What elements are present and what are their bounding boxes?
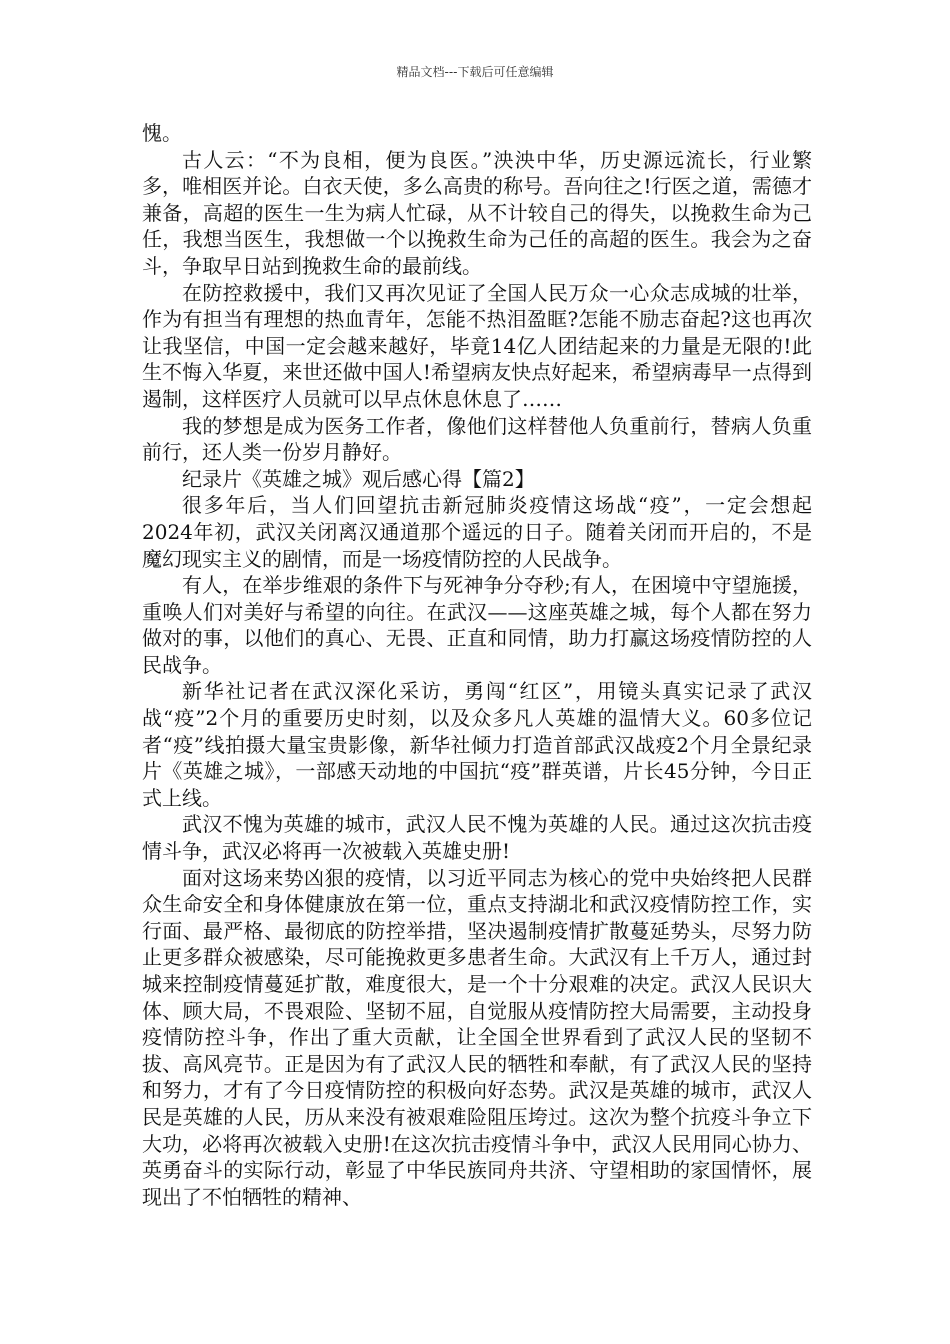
document-body	[142, 120, 812, 1210]
paragraph-remembrance: 很多年后，当人们回望抗击新冠肺炎疫情这场战“疫”，一定会想起2024年初，武汉关闭离汉通道那个遥远的日子。随着关闭而开启的，不是魔幻现实主义的剧情，而是一场疫情防控的人民战争。	[142, 493, 812, 571]
paragraph-doctor-aspiration: 古人云：“不为良相，便为良医。”泱泱中华，历史源远流长，行业繁多，唯相医并论。白衣天使，多么高贵的称号。吾向往之!行医之道，需德才兼备，高超的医生一生为病人忙碌，从不计较自己的得失，以挽救生命为己任，我想当医生，我想做一个以挽救生命为己任的高超的医生。我会为之奋斗，争取早日站到挽救生命的最前线。	[142, 147, 812, 278]
paragraph-epidemic-fight: 面对这场来势凶狠的疫情，以习近平同志为核心的党中央始终把人民群众生命安全和身体健康放在第一位，重点支持湖北和武汉疫情防控工作，实行面、最严格、最彻底的防控举措，坚决遏制疫情扩散蔓延势头，尽努力防止更多群众被感染，尽可能挽救更多患者生命。大武汉有上千万人，通过封城来控制疫情蔓延扩散，难度很大，是一个十分艰难的决定。武汉人民识大体、顾大局，不畏艰险、坚韧不屈，自觉服从疫情防控大局需要，主动投身疫情防控斗争，作出了重大贡献，让全国全世界看到了武汉人民的坚韧不拔、高风亮节。正是因为有了武汉人民的牺牲和奉献，有了武汉人民的坚持和努力，才有了今日疫情防控的积极向好态势。武汉是英雄的城市，武汉人民是英雄的人民，历从来没有被艰难险阻压垮过。这次为整个抗疫斗争立下大功，必将再次被载入史册!在这次抗击疫情斗争中，武汉人民用同心协力、英勇奋斗的实际行动，彰显了中华民族同舟共济、守望相助的家国情怀，展现出了不怕牺牲的精神、	[142, 865, 812, 1209]
paragraph-dream: 我的梦想是成为医务工作者，像他们这样替他人负重前行，替病人负重前行，还人类一份岁月静好。	[142, 413, 812, 465]
section-heading: 纪录片《英雄之城》观后感心得【篇2】	[182, 466, 535, 491]
paragraph-heroes: 有人，在举步维艰的条件下与死神争分夺秒;有人，在困境中守望施援，重唤人们对美好与希望的向往。在武汉——这座英雄之城，每个人都在努力做对的事，以他们的真心、无畏、正直和同情，助力打赢这场疫情防控的人民战争。	[142, 573, 812, 677]
page-header: 精品文档---下载后可任意编辑	[396, 65, 554, 79]
paragraph-unity: 在防控救援中，我们又再次见证了全国人民万众一心众志成城的壮举，作为有担当有理想的热血青年，怎能不热泪盈眶?怎能不励志奋起?这也再次让我坚信，中国一定会越来越好，毕竟14亿人团结起来的力量是无限的!此生不悔入华夏，来世还做中国人!希望病友快点好起来，希望病毒早一点得到遏制，这样医疗人员就可以早点休息休息了……	[142, 280, 812, 411]
paragraph-continuation: 愧。	[142, 121, 182, 145]
paragraph-heroic-city: 武汉不愧为英雄的城市，武汉人民不愧为英雄的人民。通过这次抗击疫情斗争，武汉必将再一次被载入英雄史册!	[142, 812, 812, 864]
paragraph-documentary: 新华社记者在武汉深化采访，勇闯“红区”，用镜头真实记录了武汉战“疫”2个月的重要历史时刻，以及众多凡人英雄的温情大义。60多位记者“疫”线拍摄大量宝贵影像，新华社倾力打造首部武汉战疫2个月全景纪录片《英雄之城》，一部感天动地的中国抗“疫”群英谱，片长45分钟，今日正式上线。	[142, 679, 812, 810]
